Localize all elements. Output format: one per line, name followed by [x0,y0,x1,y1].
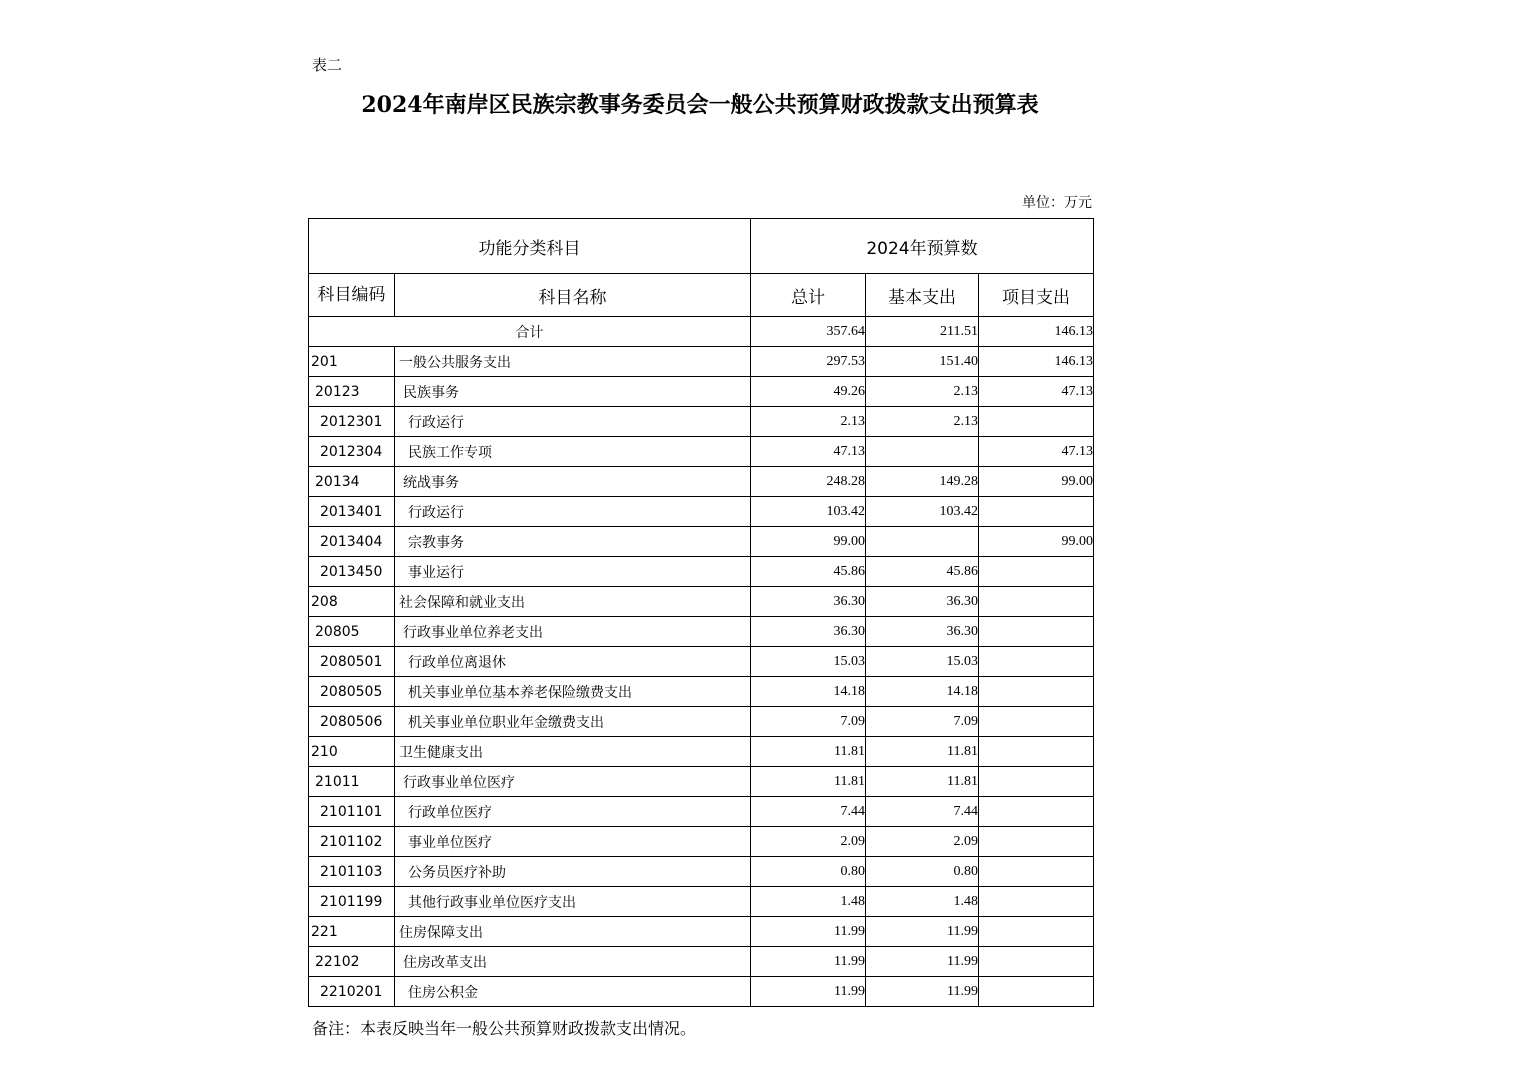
row-project [979,707,1094,737]
unit-label: 单位：万元 [1022,195,1092,211]
table-row [309,917,1094,947]
total-label: 合计 [309,317,751,347]
row-code: 21011 [309,767,395,797]
row-name: 行政事业单位医疗 [395,767,751,797]
table-row [309,497,1094,527]
row-project [979,557,1094,587]
table-row [309,647,1094,677]
row-project [979,737,1094,767]
row-code: 2012301 [309,407,395,437]
budget-table [308,218,1094,1007]
row-code: 2013401 [309,497,395,527]
total-project: 146.13 [979,317,1094,347]
row-basic: 36.30 [866,617,979,647]
row-project [979,617,1094,647]
row-name: 宗教事务 [395,527,751,557]
table-row [309,437,1094,467]
row-name: 行政单位医疗 [395,797,751,827]
row-basic: 7.44 [866,797,979,827]
row-total: 11.99 [751,917,866,947]
table-row [309,527,1094,557]
row-basic: 2.13 [866,407,979,437]
header-project: 项目支出 [979,274,1094,317]
row-name: 统战事务 [395,467,751,497]
row-name: 民族事务 [395,377,751,407]
row-total: 2.13 [751,407,866,437]
row-code: 208 [309,587,395,617]
header-basic: 基本支出 [866,274,979,317]
header-func-class: 功能分类科目 [309,219,751,274]
row-basic: 15.03 [866,647,979,677]
row-code: 20805 [309,617,395,647]
row-total: 45.86 [751,557,866,587]
row-basic: 11.99 [866,917,979,947]
row-name: 行政事业单位养老支出 [395,617,751,647]
row-name: 机关事业单位职业年金缴费支出 [395,707,751,737]
row-total: 14.18 [751,677,866,707]
row-total: 36.30 [751,617,866,647]
table-row [309,767,1094,797]
row-total: 297.53 [751,347,866,377]
table-number-label: 表二 [312,56,343,74]
header-code: 科目编码 [309,274,395,317]
row-name: 机关事业单位基本养老保险缴费支出 [395,677,751,707]
row-name: 住房改革支出 [395,947,751,977]
row-project [979,887,1094,917]
row-name: 事业单位医疗 [395,827,751,857]
row-name: 公务员医疗补助 [395,857,751,887]
row-basic: 103.42 [866,497,979,527]
row-code: 2101102 [309,827,395,857]
row-code: 210 [309,737,395,767]
table-row [309,587,1094,617]
row-basic: 2.13 [866,377,979,407]
row-project [979,497,1094,527]
total-basic: 211.51 [866,317,979,347]
row-total: 47.13 [751,437,866,467]
footnote: 备注：本表反映当年一般公共预算财政拨款支出情况。 [312,1019,697,1038]
row-project: 47.13 [979,377,1094,407]
row-project [979,407,1094,437]
row-project: 146.13 [979,347,1094,377]
row-name: 民族工作专项 [395,437,751,467]
row-name: 一般公共服务支出 [395,347,751,377]
row-basic: 11.81 [866,767,979,797]
row-project [979,677,1094,707]
row-total: 103.42 [751,497,866,527]
row-project [979,587,1094,617]
row-name: 住房保障支出 [395,917,751,947]
row-total: 0.80 [751,857,866,887]
row-basic: 2.09 [866,827,979,857]
row-project [979,947,1094,977]
table-row [309,797,1094,827]
row-code: 22102 [309,947,395,977]
table-row [309,977,1094,1007]
row-name: 行政单位离退休 [395,647,751,677]
table-row [309,407,1094,437]
row-code: 2080506 [309,707,395,737]
row-total: 15.03 [751,647,866,677]
row-total: 2.09 [751,827,866,857]
row-code: 20134 [309,467,395,497]
header-name: 科目名称 [395,274,751,317]
row-basic: 151.40 [866,347,979,377]
row-code: 201 [309,347,395,377]
row-name: 社会保障和就业支出 [395,587,751,617]
row-code: 2012304 [309,437,395,467]
row-code: 2013450 [309,557,395,587]
table-row [309,737,1094,767]
table-row [309,377,1094,407]
row-basic: 0.80 [866,857,979,887]
row-code: 2210201 [309,977,395,1007]
table-row [309,347,1094,377]
row-name: 其他行政事业单位医疗支出 [395,887,751,917]
row-basic: 7.09 [866,707,979,737]
row-total: 99.00 [751,527,866,557]
table-row [309,617,1094,647]
row-code: 2101199 [309,887,395,917]
row-name: 事业运行 [395,557,751,587]
row-code: 2101101 [309,797,395,827]
row-name: 卫生健康支出 [395,737,751,767]
row-project: 99.00 [979,527,1094,557]
table-row [309,827,1094,857]
row-total: 11.99 [751,947,866,977]
row-total: 49.26 [751,377,866,407]
row-total: 7.44 [751,797,866,827]
row-total: 1.48 [751,887,866,917]
header-total: 总计 [751,274,866,317]
table-row [309,467,1094,497]
row-project [979,797,1094,827]
row-name: 行政运行 [395,497,751,527]
table-row [309,887,1094,917]
table-row [309,707,1094,737]
row-basic: 11.99 [866,947,979,977]
total-row [309,317,1094,347]
row-basic: 36.30 [866,587,979,617]
row-code: 2101103 [309,857,395,887]
row-project [979,857,1094,887]
row-name: 住房公积金 [395,977,751,1007]
row-basic: 45.86 [866,557,979,587]
header-budget-year: 2024年预算数 [751,219,1094,274]
row-basic: 14.18 [866,677,979,707]
row-code: 2080501 [309,647,395,677]
row-project [979,767,1094,797]
row-project: 47.13 [979,437,1094,467]
row-total: 7.09 [751,707,866,737]
row-code: 221 [309,917,395,947]
row-total: 248.28 [751,467,866,497]
table-row [309,677,1094,707]
row-basic: 1.48 [866,887,979,917]
page-title: 2024年南岸区民族宗教事务委员会一般公共预算财政拨款支出预算表 [361,92,1039,118]
table-row [309,857,1094,887]
row-total: 11.81 [751,767,866,797]
row-basic: 11.99 [866,977,979,1007]
row-name: 行政运行 [395,407,751,437]
row-basic [866,527,979,557]
total-total: 357.64 [751,317,866,347]
table-row [309,557,1094,587]
row-code: 20123 [309,377,395,407]
row-project [979,977,1094,1007]
row-basic: 149.28 [866,467,979,497]
row-total: 11.99 [751,977,866,1007]
row-total: 36.30 [751,587,866,617]
row-project [979,827,1094,857]
row-project [979,917,1094,947]
row-basic: 11.81 [866,737,979,767]
row-project: 99.00 [979,467,1094,497]
row-total: 11.81 [751,737,866,767]
row-basic [866,437,979,467]
row-code: 2080505 [309,677,395,707]
row-code: 2013404 [309,527,395,557]
row-project [979,647,1094,677]
table-row [309,947,1094,977]
